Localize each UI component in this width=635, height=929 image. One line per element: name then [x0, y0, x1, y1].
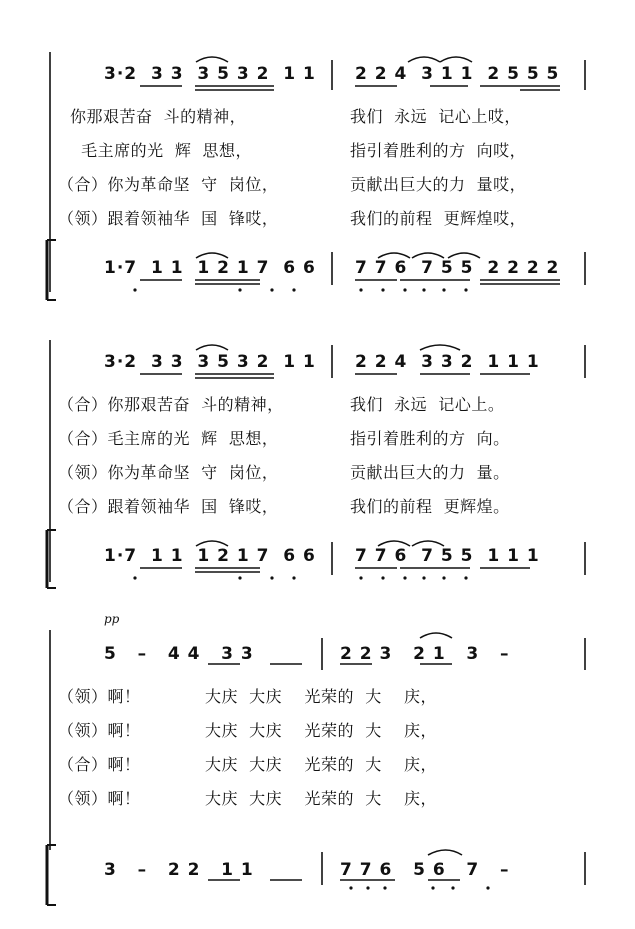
melody-left-3: 5 – 4 4 3 3: [104, 644, 254, 664]
lyric-line: 大庆 大庆 光荣的 大 庆，: [205, 789, 438, 808]
lyric-line: （领）啊！: [58, 687, 141, 706]
melody-right-1: 2 2 4 3 1 1 2 5 5 5: [355, 64, 560, 84]
bass-left-2: 1·7 1 1 1 2 1 7 6 6: [104, 546, 316, 566]
lyric-line: （领）你为革命坚 守 岗位，: [58, 463, 279, 482]
lyric-line: 大庆 大庆 光荣的 大 庆，: [205, 755, 438, 774]
lyric-line: （合）毛主席的光 辉 思想，: [58, 429, 279, 448]
lyric-line: （领）啊！: [58, 789, 141, 808]
lyric-line: 我们的前程 更辉煌。: [350, 497, 510, 516]
dynamic-marking: pp: [104, 612, 120, 626]
lyric-line: 贡献出巨大的力 量。: [350, 463, 510, 482]
lyric-line: （合）你那艰苦奋 斗的精神，: [58, 395, 284, 414]
lyric-line: （领）啊！: [58, 721, 141, 740]
melody-right-2: 2 2 4 3 3 2 1 1 1: [355, 352, 540, 372]
lyric-line: 我们 永远 记心上。: [350, 395, 505, 414]
melody-left-1: 3·2 3 3 3 5 3 2 1 1: [104, 64, 316, 84]
lyric-line: （合）你为革命坚 守 岗位，: [58, 175, 279, 194]
lyric-line: 指引着胜利的方 向哎，: [350, 141, 527, 160]
lyric-line: 我们 永远 记心上哎，: [350, 107, 521, 126]
melody-right-3: 2 2 3 2 1 3 –: [340, 644, 510, 664]
lyric-line: 指引着胜利的方 向。: [350, 429, 510, 448]
bass-right-2: 7 7 6 7 5 5 1 1 1: [355, 546, 540, 566]
lyric-line: 毛主席的光 辉 思想，: [70, 141, 253, 160]
bass-right-3: 7 7 6 5 6 7 –: [340, 860, 510, 880]
lyric-line: 大庆 大庆 光荣的 大 庆，: [205, 721, 438, 740]
lyric-line: 大庆 大庆 光荣的 大 庆，: [205, 687, 438, 706]
lyric-line: 你那艰苦奋 斗的精神，: [70, 107, 247, 126]
lyric-line: （合）啊！: [58, 755, 141, 774]
lyric-line: 我们的前程 更辉煌哎，: [350, 209, 527, 228]
bass-left-3: 3 – 2 2 1 1: [104, 860, 254, 880]
melody-left-2: 3·2 3 3 3 5 3 2 1 1: [104, 352, 316, 372]
bass-right-1: 7 7 6 7 5 5 2 2 2 2: [355, 258, 560, 278]
lyric-line: （领）跟着领袖华 国 锋哎，: [58, 209, 279, 228]
lyric-line: 贡献出巨大的力 量哎，: [350, 175, 527, 194]
bass-left-1: 1·7 1 1 1 2 1 7 6 6: [104, 258, 316, 278]
lyric-line: （合）跟着领袖华 国 锋哎，: [58, 497, 279, 516]
